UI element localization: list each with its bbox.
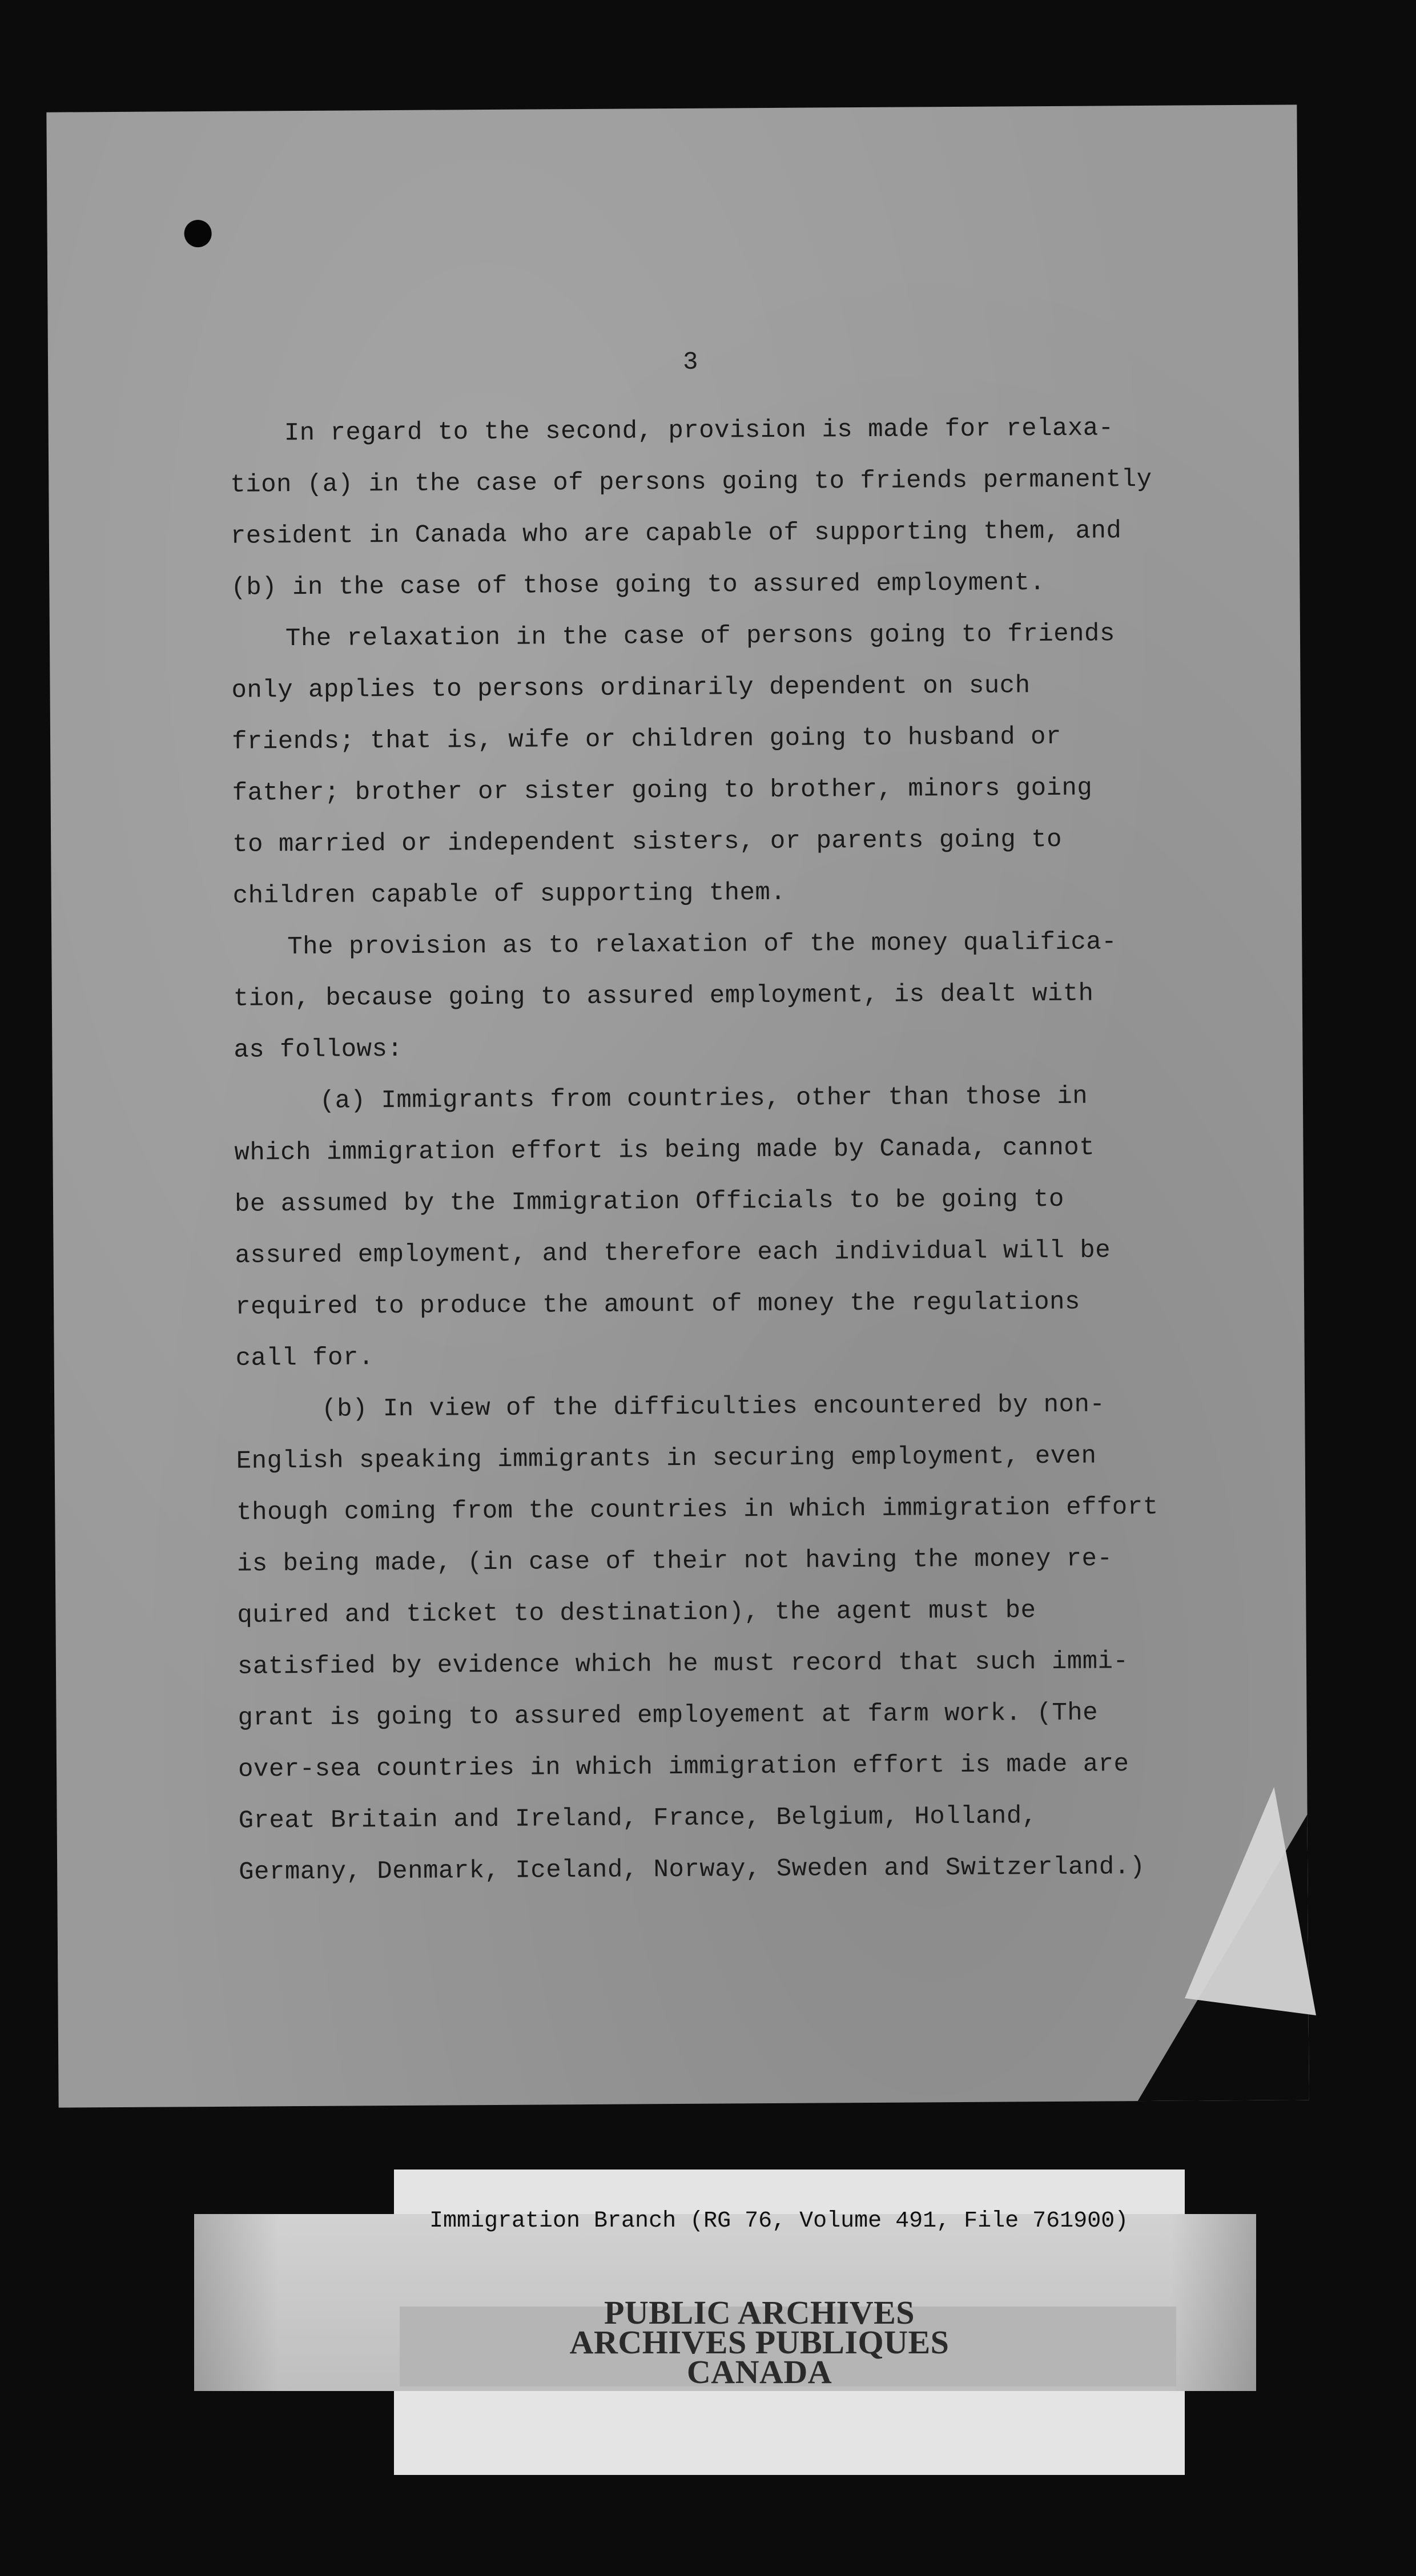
text-line: English speaking immigrants in securing employment, even <box>236 1442 1097 1476</box>
text-line: assured employment, and therefore each individual will be <box>235 1236 1111 1270</box>
punch-hole <box>184 220 212 247</box>
text-line: be assumed by the Immigration Officials to be going to <box>234 1185 1065 1219</box>
text-line: Great Britain and Ireland, France, Belgium, Holland, <box>238 1802 1037 1836</box>
text-line: as follows: <box>234 1035 403 1065</box>
text-line: (b) In view of the difficulties encountered by non- <box>321 1390 1105 1424</box>
text-line: is being made, (in case of their not having the money re- <box>236 1544 1113 1579</box>
stamp-line: ARCHIVES PUBLIQUES <box>569 2324 950 2361</box>
text-line: required to produce the amount of money the regulations <box>235 1287 1081 1322</box>
text-line: children capable of supporting them. <box>232 878 786 911</box>
text-line: call for. <box>235 1343 374 1373</box>
stamp-line: PUBLIC ARCHIVES <box>604 2294 915 2331</box>
paragraph <box>230 401 1309 614</box>
text-line: Germany, Denmark, Iceland, Norway, Sweden and Switzerland.) <box>239 1853 1145 1887</box>
document-body <box>230 401 1309 1898</box>
paragraph <box>236 1378 1309 1898</box>
text-line: The relaxation in the case of persons going to friends <box>285 619 1115 654</box>
text-line: tion (a) in the case of persons going to friends permanently <box>230 465 1152 500</box>
text-line: tion, because going to assured employment, is dealt with <box>233 979 1094 1013</box>
text-line: only applies to persons ordinarily dependent on such <box>231 671 1031 705</box>
text-line: over-sea countries in which immigration effort is made are <box>238 1750 1129 1784</box>
text-line: resident in Canada who are capable of supporting them, and <box>230 517 1122 551</box>
text-line: The provision as to relaxation of the money qualifica- <box>287 928 1117 962</box>
typed-page <box>46 104 1309 2107</box>
text-line: In regard to the second, provision is made for relaxa- <box>284 414 1114 448</box>
stamp-line: CANADA <box>686 2353 832 2390</box>
text-line: to married or independent sisters, or parents going to <box>232 825 1063 859</box>
text-line: friends; that is, wife or children going to husband or <box>231 722 1062 756</box>
text-line: satisfied by evidence which he must record that such immi- <box>237 1647 1129 1681</box>
paragraph <box>231 607 1309 922</box>
paragraph <box>233 915 1309 1076</box>
text-line: quired and ticket to destination), the agent must be <box>237 1596 1036 1630</box>
text-line: (a) Immigrants from countries, other than those in <box>319 1082 1088 1116</box>
text-line: (b) in the case of those going to assured employment. <box>231 569 1045 602</box>
text-line: father; brother or sister going to brother, minors going <box>232 774 1093 808</box>
text-line: grant is going to assured employement at farm work. (The <box>238 1698 1099 1733</box>
archive-reference: Immigration Branch (RG 76, Volume 491, File 761900) <box>429 2208 1129 2234</box>
text-line: though coming from the countries in which immigration effort <box>236 1492 1158 1527</box>
paragraph <box>234 1069 1309 1384</box>
public-archives-stamp <box>502 2294 1016 2390</box>
text-line: which immigration effort is being made by Canada, cannot <box>234 1133 1095 1168</box>
page-number: 3 <box>682 348 698 377</box>
